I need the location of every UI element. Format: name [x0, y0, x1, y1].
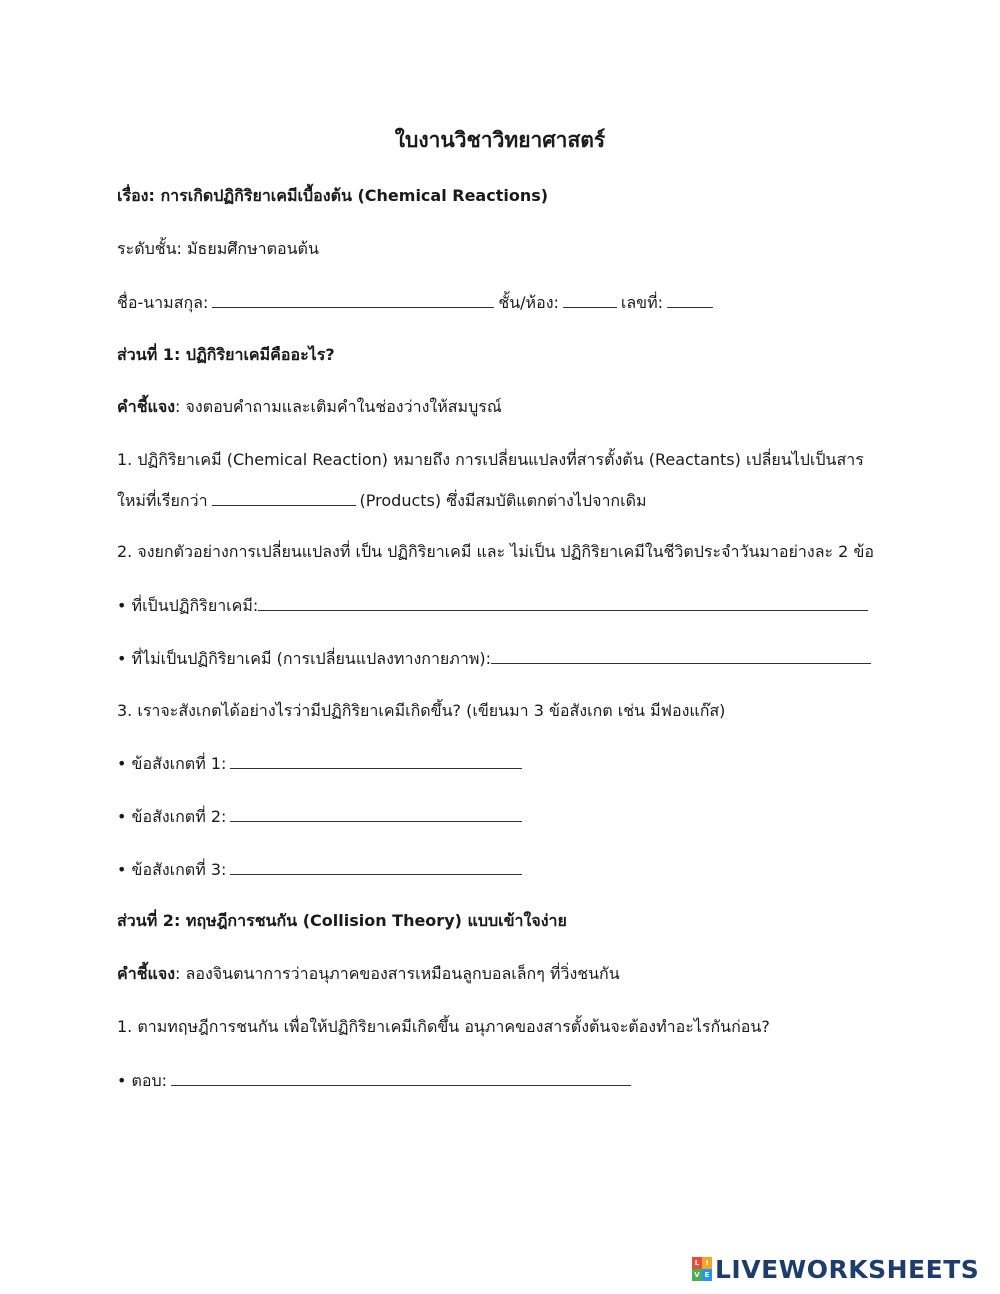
part1-q3: 3. เราจะสังเกตได้อย่างไรว่ามีปฏิกิริยาเคมีเกิดขึ้น? (เขียนมา 3 ข้อสังเกต เช่น มีฟองแก๊ส)	[117, 701, 726, 720]
observation-label-1: • ข้อสังเกตที่ 1:	[117, 754, 227, 773]
part1-instruction-label: คำชี้แจง	[117, 397, 176, 416]
number-label: เลขที่:	[620, 293, 664, 312]
part1-heading: ส่วนที่ 1: ปฏิกิริยาเคมีคืออะไร?	[117, 345, 335, 364]
class-field[interactable]	[563, 291, 617, 308]
observation-row-2	[117, 805, 526, 828]
grade-level: ระดับชั้น: มัธยมศึกษาตอนต้น	[117, 239, 319, 258]
subject-heading: เรื่อง: การเกิดปฏิกิริยาเคมีเบื้องต้น (Chemical Reactions)	[117, 186, 549, 205]
part2-heading: ส่วนที่ 2: ทฤษฎีการชนกัน (Collision Theory) แบบเข้าใจง่าย	[117, 911, 567, 930]
q1-prefix: ใหม่ที่เรียกว่า	[117, 491, 208, 510]
class-label: ชั้น/ห้อง:	[498, 293, 559, 312]
logo-letter-i: I	[702, 1257, 712, 1269]
liveworksheets-mark-icon	[692, 1257, 712, 1281]
logo-letter-l: L	[692, 1257, 702, 1269]
part2-instruction	[117, 963, 620, 985]
q1-suffix: (Products) ซึ่งมีสมบัติแตกต่างไปจากเดิม	[359, 491, 647, 510]
observation-label-2: • ข้อสังเกตที่ 2:	[117, 807, 227, 826]
part1-q1-line2	[117, 489, 647, 512]
observation-row-1	[117, 752, 526, 775]
liveworksheets-wordmark: LIVEWORKSHEETS	[715, 1254, 980, 1284]
part2-answer-row	[117, 1069, 635, 1092]
name-label: ชื่อ-นามสกุล:	[117, 293, 209, 312]
part2-instruction-label: คำชี้แจง	[117, 964, 176, 983]
answer-label: • ตอบ:	[117, 1071, 168, 1090]
logo-letter-e: E	[702, 1269, 712, 1281]
answer-field[interactable]	[171, 1069, 631, 1086]
name-field[interactable]	[212, 291, 494, 308]
number-field[interactable]	[667, 291, 713, 308]
observation-field-1[interactable]	[230, 752, 522, 769]
part1-instruction	[117, 396, 502, 418]
observation-row-3	[117, 858, 526, 881]
part1-q2: 2. จงยกตัวอย่างการเปลี่ยนแปลงที่ เป็น ปฏิกิริยาเคมี และ ไม่เป็น ปฏิกิริยาเคมีในชีวิตประจำวันมาอย่างละ 2 ข้อ	[117, 542, 874, 561]
liveworksheets-logo	[692, 1255, 979, 1283]
student-info-row	[117, 291, 717, 314]
worksheet-title: ใบงานวิชาวิทยาศาสตร์	[394, 128, 606, 152]
products-field[interactable]	[212, 489, 356, 506]
physical-examples-field[interactable]	[491, 647, 871, 664]
logo-letter-v: V	[692, 1269, 702, 1281]
part2-instruction-text: : ลองจินตนาการว่าอนุภาคของสารเหมือนลูกบอลเล็กๆ ที่วิ่งชนกัน	[175, 964, 620, 983]
part1-q1-line1: 1. ปฏิกิริยาเคมี (Chemical Reaction) หมายถึง การเปลี่ยนแปลงที่สารตั้งต้น (Reactants) เปลี่ยนไปเป็นสาร	[117, 450, 864, 469]
q2-chemical-label: • ที่เป็นปฏิกิริยาเคมี:	[117, 596, 259, 615]
part1-instruction-text: : จงตอบคำถามและเติมคำในช่องว่างให้สมบูรณ์	[175, 397, 502, 416]
part2-q1: 1. ตามทฤษฎีการชนกัน เพื่อให้ปฏิกิริยาเคมีเกิดขึ้น อนุภาคของสารตั้งต้นจะต้องทำอะไรกันก่อน?	[117, 1017, 770, 1036]
observation-field-3[interactable]	[230, 858, 522, 875]
observation-label-3: • ข้อสังเกตที่ 3:	[117, 860, 227, 879]
q2-chemical-row	[117, 594, 872, 617]
chemical-examples-field[interactable]	[258, 594, 868, 611]
q2-physical-label: • ที่ไม่เป็นปฏิกิริยาเคมี (การเปลี่ยนแปลงทางกายภาพ):	[117, 649, 492, 668]
observation-field-2[interactable]	[230, 805, 522, 822]
q2-physical-row	[117, 647, 875, 670]
